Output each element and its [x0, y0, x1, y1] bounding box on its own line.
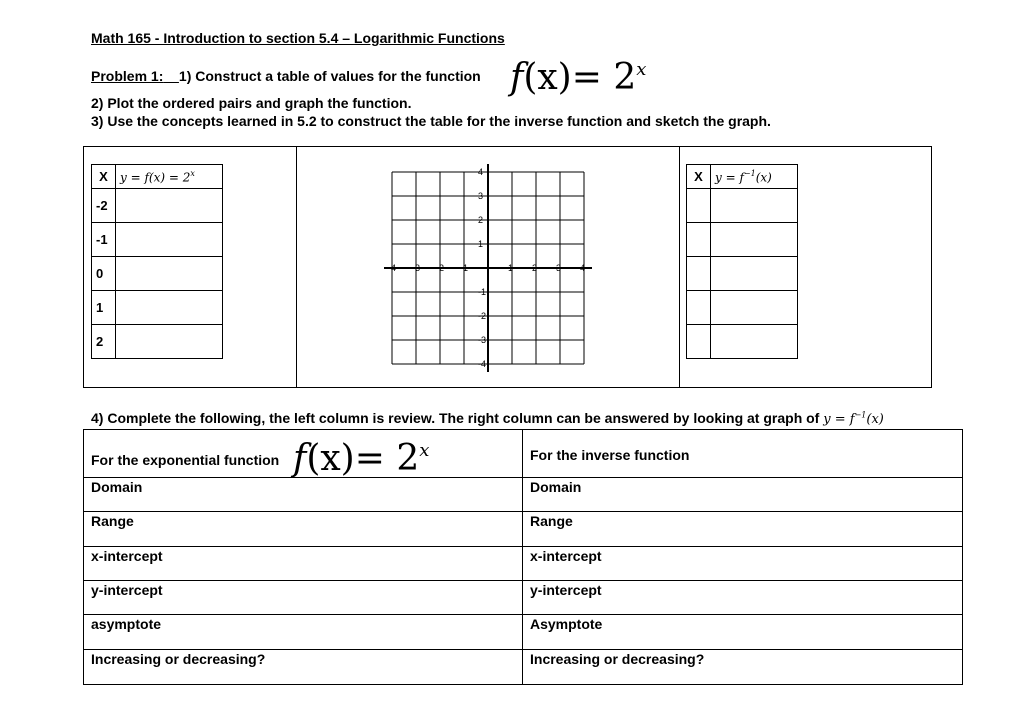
formula-f: f	[510, 57, 524, 98]
x-tick-label: -1	[460, 263, 469, 273]
part4-prompt	[91, 410, 884, 427]
table-cell-y[interactable]	[116, 257, 223, 291]
part4-prompt-func: y = f	[823, 412, 855, 427]
x-tick-label: -4	[388, 263, 397, 273]
y-tick-label: 2	[478, 215, 484, 225]
x-tick-label: 2	[532, 263, 538, 273]
table-header-y: $y = f(x) = 2^x$	[116, 165, 223, 189]
table-cell-y[interactable]	[116, 325, 223, 359]
column-divider	[522, 429, 523, 685]
inverse-cell-y[interactable]	[711, 257, 798, 291]
table-cell-x: -2	[92, 189, 116, 223]
inverse-header-y: $y = f^{-1}(x)$	[711, 165, 798, 189]
right-row-increasing: Increasing or decreasing?	[530, 651, 705, 667]
x-tick-label: 4	[580, 263, 586, 273]
divider	[679, 146, 680, 388]
left-row-domain: Domain	[91, 479, 143, 495]
left-row-x-intercept: x-intercept	[91, 548, 163, 564]
row-divider	[83, 477, 963, 478]
inverse-table	[686, 164, 798, 359]
left-header-formula: $f(x)= 2^x$	[293, 438, 430, 479]
table-cell-y[interactable]	[116, 189, 223, 223]
row-divider	[83, 546, 963, 547]
left-row-increasing: Increasing or decreasing?	[91, 651, 266, 667]
inverse-cell-x[interactable]	[687, 325, 711, 359]
formula-x: (x)	[523, 57, 572, 98]
y-tick-label: 1	[478, 239, 484, 249]
y-tick-label: -4	[478, 359, 487, 369]
y-tick-label: 4	[478, 167, 484, 177]
value-table	[91, 164, 223, 359]
left-header: For the exponential function	[91, 452, 280, 468]
x-tick-label: -3	[412, 263, 421, 273]
y-tick-label: -1	[478, 287, 487, 297]
table-cell-y[interactable]	[116, 223, 223, 257]
inverse-cell-x[interactable]	[687, 291, 711, 325]
formula-exp: x	[636, 59, 647, 80]
left-row-y-intercept: y-intercept	[91, 582, 163, 598]
inverse-cell-x[interactable]	[687, 189, 711, 223]
step1-text: 1) Construct a table of values for the function	[178, 68, 481, 84]
right-row-y-intercept: y-intercept	[530, 582, 602, 598]
row-divider	[83, 649, 963, 650]
part4-prompt-text: 4) Complete the following, the left column is review. The right column can be answered by looking at graph of	[91, 410, 820, 426]
problem-label: Problem 1:	[91, 68, 164, 84]
right-row-asymptote: Asymptote	[530, 616, 603, 632]
step2-text: 2) Plot the ordered pairs and graph the function.	[91, 95, 412, 111]
left-row-range: Range	[91, 513, 134, 529]
row-divider	[83, 511, 963, 512]
left-row-asymptote: asymptote	[91, 616, 162, 632]
table-cell-x: 2	[92, 325, 116, 359]
inverse-header-x: X	[687, 165, 711, 189]
divider	[296, 146, 297, 388]
row-divider	[83, 614, 963, 615]
right-row-range: Range	[530, 513, 573, 529]
right-row-domain: Domain	[530, 479, 582, 495]
x-tick-label: 3	[556, 263, 562, 273]
y-tick-label: 3	[478, 191, 484, 201]
problem-line	[91, 68, 481, 84]
y-tick-label: -3	[478, 335, 487, 345]
inverse-cell-x[interactable]	[687, 257, 711, 291]
formula-eq: = 2	[571, 57, 637, 98]
x-tick-label: 1	[508, 263, 514, 273]
row-divider	[83, 580, 963, 581]
right-header: For the inverse function	[530, 447, 690, 463]
inverse-cell-x[interactable]	[687, 223, 711, 257]
inverse-cell-y[interactable]	[711, 325, 798, 359]
table-cell-x: 0	[92, 257, 116, 291]
page-title: Math 165 - Introduction to section 5.4 – Logarithmic Functions	[91, 30, 505, 46]
table-header-x: X	[92, 165, 116, 189]
table-cell-x: 1	[92, 291, 116, 325]
table-cell-y[interactable]	[116, 291, 223, 325]
part4-prompt-exp: −1	[854, 410, 867, 420]
right-row-x-intercept: x-intercept	[530, 548, 602, 564]
y-tick-label: -2	[478, 311, 487, 321]
inverse-cell-y[interactable]	[711, 189, 798, 223]
table-cell-x: -1	[92, 223, 116, 257]
inverse-cell-y[interactable]	[711, 223, 798, 257]
coordinate-grid[interactable]	[380, 160, 600, 380]
x-tick-label: -2	[436, 263, 445, 273]
part4-prompt-tail: (x)	[866, 412, 884, 427]
inverse-cell-y[interactable]	[711, 291, 798, 325]
function-formula	[510, 52, 646, 96]
step3-text: 3) Use the concepts learned in 5.2 to construct the table for the inverse function and sketch the graph.	[91, 113, 771, 129]
